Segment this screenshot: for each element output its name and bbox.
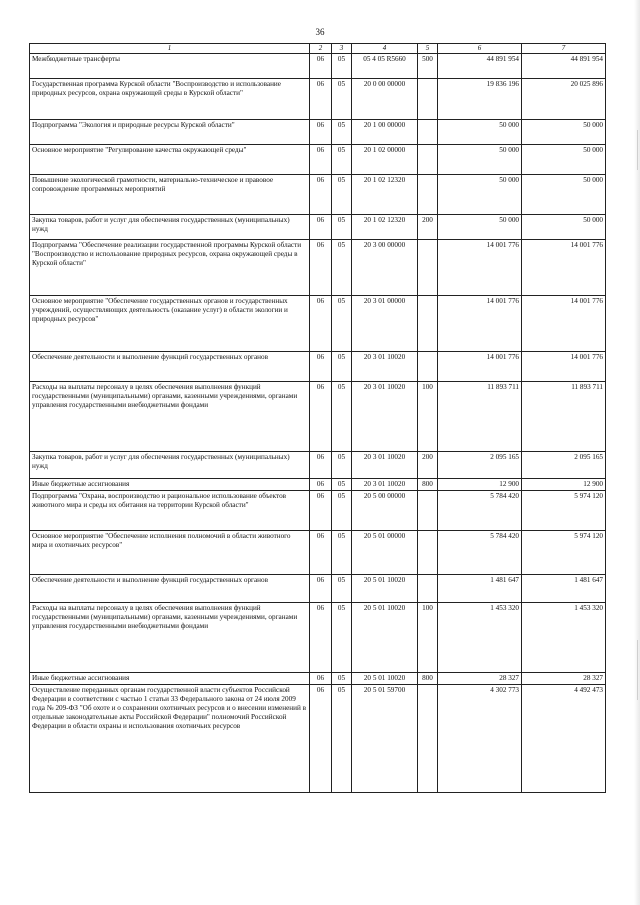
row-subsection: 05 (332, 479, 352, 491)
budget-table (29, 43, 606, 793)
row-expense-type (418, 491, 438, 531)
row-amount-2: 1 481 647 (522, 575, 606, 603)
row-expense-type: 100 (418, 603, 438, 673)
row-amount-1: 5 784 420 (438, 531, 522, 575)
row-target-code: 20 3 01 10020 (352, 452, 418, 479)
row-subsection: 05 (332, 491, 352, 531)
row-section: 06 (310, 215, 332, 240)
row-amount-1: 44 891 954 (438, 54, 522, 79)
row-amount-1: 14 001 776 (438, 352, 522, 382)
row-name: Осуществление переданных органам государственной власти субъектов Российской Федерации в соответствии с частью 1 статьи 33 Федерального закона от 24 июля 2009 года № 209-ФЗ "Об охоте и о сохранении охотничьих ресурсов и о внесении изменений в отдельные законодательные акты Российской Федерации" полномочий Российской Федерации в области охраны и использования охотничьих ресурсов (30, 685, 310, 793)
row-section: 06 (310, 296, 332, 352)
row-amount-1: 50 000 (438, 120, 522, 145)
table-header-row (30, 44, 606, 54)
row-target-code: 20 5 01 10020 (352, 673, 418, 685)
row-section: 06 (310, 145, 332, 175)
row-expense-type (418, 296, 438, 352)
row-name: Обеспечение деятельности и выполнение функций государственных органов (30, 352, 310, 382)
row-name: Закупка товаров, работ и услуг для обеспечения государственных (муниципальных) нужд (30, 215, 310, 240)
row-expense-type (418, 79, 438, 120)
row-name: Иные бюджетные ассигнования (30, 673, 310, 685)
row-target-code: 20 5 01 10020 (352, 575, 418, 603)
row-section: 06 (310, 531, 332, 575)
row-subsection: 05 (332, 79, 352, 120)
row-expense-type (418, 145, 438, 175)
table-row (30, 54, 606, 79)
row-target-code: 20 3 01 00000 (352, 296, 418, 352)
row-subsection: 05 (332, 175, 352, 215)
row-target-code: 20 5 00 00000 (352, 491, 418, 531)
column-header-5: 5 (418, 44, 438, 54)
row-subsection: 05 (332, 452, 352, 479)
row-section: 06 (310, 491, 332, 531)
row-section: 06 (310, 54, 332, 79)
row-name: Основное мероприятие "Регулирование качества окружающей среды" (30, 145, 310, 175)
row-subsection: 05 (332, 382, 352, 452)
column-header-1: 1 (30, 44, 310, 54)
row-expense-type (418, 575, 438, 603)
row-subsection: 05 (332, 531, 352, 575)
table-row (30, 491, 606, 531)
row-section: 06 (310, 79, 332, 120)
row-target-code: 20 3 01 10020 (352, 479, 418, 491)
row-amount-1: 50 000 (438, 175, 522, 215)
row-amount-2: 20 025 896 (522, 79, 606, 120)
row-name: Повышение экологической грамотности, материально-техническое и правовое сопровождение программных мероприятий (30, 175, 310, 215)
row-subsection: 05 (332, 54, 352, 79)
row-subsection: 05 (332, 240, 352, 296)
row-expense-type: 800 (418, 479, 438, 491)
table-row (30, 673, 606, 685)
row-target-code: 20 5 01 00000 (352, 531, 418, 575)
table-row (30, 79, 606, 120)
column-header-6: 6 (438, 44, 522, 54)
column-header-2: 2 (310, 44, 332, 54)
row-expense-type (418, 531, 438, 575)
row-target-code: 20 0 00 00000 (352, 79, 418, 120)
row-amount-1: 4 302 773 (438, 685, 522, 793)
row-expense-type: 200 (418, 215, 438, 240)
row-target-code: 20 1 02 12320 (352, 215, 418, 240)
row-amount-2: 12 900 (522, 479, 606, 491)
row-target-code: 20 3 01 10020 (352, 382, 418, 452)
row-target-code: 20 3 00 00000 (352, 240, 418, 296)
row-subsection: 05 (332, 352, 352, 382)
row-amount-2: 2 095 165 (522, 452, 606, 479)
row-amount-1: 19 836 196 (438, 79, 522, 120)
table-row (30, 240, 606, 296)
row-name: Подпрограмма "Обеспечение реализации государственной программы Курской области "Воспроизводство и использование природных ресурсов, охрана окружающей среды в Курской области" (30, 240, 310, 296)
row-subsection: 05 (332, 575, 352, 603)
row-amount-2: 14 001 776 (522, 240, 606, 296)
row-name: Подпрограмма "Экология и природные ресурсы Курской области" (30, 120, 310, 145)
row-target-code: 20 5 01 59700 (352, 685, 418, 793)
row-amount-2: 1 453 320 (522, 603, 606, 673)
table-row (30, 352, 606, 382)
table-row (30, 479, 606, 491)
row-amount-1: 2 095 165 (438, 452, 522, 479)
row-section: 06 (310, 685, 332, 793)
row-target-code: 05 4 05 R5660 (352, 54, 418, 79)
row-amount-2: 14 001 776 (522, 352, 606, 382)
row-section: 06 (310, 479, 332, 491)
row-amount-1: 1 453 320 (438, 603, 522, 673)
row-amount-2: 50 000 (522, 215, 606, 240)
row-subsection: 05 (332, 296, 352, 352)
row-target-code: 20 1 02 12320 (352, 175, 418, 215)
row-amount-1: 28 327 (438, 673, 522, 685)
row-subsection: 05 (332, 215, 352, 240)
scan-edge-mark (637, 640, 638, 700)
row-name: Межбюджетные трансферты (30, 54, 310, 79)
row-amount-2: 5 974 120 (522, 491, 606, 531)
page-number: 36 (315, 27, 325, 37)
scan-edge-mark (637, 130, 638, 170)
table-row (30, 575, 606, 603)
row-subsection: 05 (332, 145, 352, 175)
row-amount-1: 50 000 (438, 215, 522, 240)
row-target-code: 20 3 01 10020 (352, 352, 418, 382)
row-section: 06 (310, 603, 332, 673)
row-name: Иные бюджетные ассигнования (30, 479, 310, 491)
row-amount-2: 44 891 954 (522, 54, 606, 79)
row-name: Государственная программа Курской области "Воспроизводство и использование природных ресурсов, охрана окружающей среды в Курской области" (30, 79, 310, 120)
table-row (30, 175, 606, 215)
table-row (30, 120, 606, 145)
column-header-7: 7 (522, 44, 606, 54)
row-subsection: 05 (332, 603, 352, 673)
row-amount-2: 28 327 (522, 673, 606, 685)
row-section: 06 (310, 352, 332, 382)
row-amount-1: 14 001 776 (438, 296, 522, 352)
row-name: Основное мероприятие "Обеспечение исполнения полномочий в области животного мира и охотничьих ресурсов" (30, 531, 310, 575)
row-section: 06 (310, 382, 332, 452)
table-row (30, 603, 606, 673)
row-target-code: 20 5 01 10020 (352, 603, 418, 673)
table-row (30, 145, 606, 175)
table-row (30, 685, 606, 793)
row-amount-2: 50 000 (522, 120, 606, 145)
row-amount-2: 50 000 (522, 145, 606, 175)
row-section: 06 (310, 452, 332, 479)
row-expense-type (418, 175, 438, 215)
row-amount-2: 50 000 (522, 175, 606, 215)
row-expense-type: 500 (418, 54, 438, 79)
row-name: Закупка товаров, работ и услуг для обеспечения государственных (муниципальных) нужд (30, 452, 310, 479)
row-expense-type: 200 (418, 452, 438, 479)
row-target-code: 20 1 00 00000 (352, 120, 418, 145)
row-amount-2: 5 974 120 (522, 531, 606, 575)
table-row (30, 382, 606, 452)
row-amount-1: 12 900 (438, 479, 522, 491)
table-row (30, 215, 606, 240)
row-subsection: 05 (332, 685, 352, 793)
row-amount-1: 5 784 420 (438, 491, 522, 531)
row-section: 06 (310, 575, 332, 603)
row-amount-1: 1 481 647 (438, 575, 522, 603)
table-row (30, 531, 606, 575)
row-expense-type (418, 685, 438, 793)
row-expense-type (418, 240, 438, 296)
row-name: Расходы на выплаты персоналу в целях обеспечения выполнения функций государственными (муниципальными) органами, казенными учреждениями, органами управления государственными внебюджетными фондами (30, 382, 310, 452)
row-amount-2: 4 492 473 (522, 685, 606, 793)
row-amount-1: 50 000 (438, 145, 522, 175)
table-row (30, 452, 606, 479)
row-amount-2: 14 001 776 (522, 296, 606, 352)
row-name: Расходы на выплаты персоналу в целях обеспечения выполнения функций государственными (муниципальными) органами, казенными учреждениями, органами управления государственными внебюджетными фондами (30, 603, 310, 673)
row-expense-type (418, 352, 438, 382)
row-target-code: 20 1 02 00000 (352, 145, 418, 175)
row-section: 06 (310, 240, 332, 296)
row-section: 06 (310, 673, 332, 685)
row-section: 06 (310, 120, 332, 145)
column-header-4: 4 (352, 44, 418, 54)
row-expense-type: 100 (418, 382, 438, 452)
row-section: 06 (310, 175, 332, 215)
row-name: Основное мероприятие "Обеспечение государственных органов и государственных учреждений, осуществляющих деятельность (оказание услуг) в области экологии и природных ресурсов" (30, 296, 310, 352)
row-name: Обеспечение деятельности и выполнение функций государственных органов (30, 575, 310, 603)
row-subsection: 05 (332, 120, 352, 145)
row-expense-type: 800 (418, 673, 438, 685)
table-row (30, 296, 606, 352)
row-name: Подпрограмма "Охрана, воспроизводство и рациональное использование объектов животного мира и среды их обитания на территории Курской области" (30, 491, 310, 531)
row-subsection: 05 (332, 673, 352, 685)
row-amount-1: 11 893 711 (438, 382, 522, 452)
row-amount-2: 11 893 711 (522, 382, 606, 452)
column-header-3: 3 (332, 44, 352, 54)
row-amount-1: 14 001 776 (438, 240, 522, 296)
row-expense-type (418, 120, 438, 145)
